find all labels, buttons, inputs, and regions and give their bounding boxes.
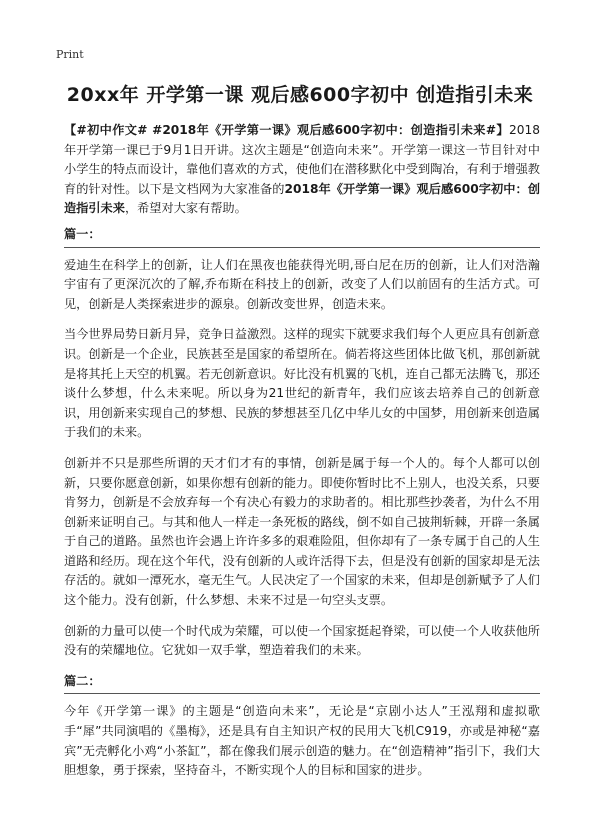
intro-bold-title: 2018年《开学第一课》观后感600字初中：创造指引未来	[64, 181, 540, 216]
intro-paragraph	[64, 121, 540, 219]
intro-tag: 【#初中作文# #2018年《开学第一课》观后感600字初中：创造指引未来#】	[64, 123, 509, 137]
document-title: 20xx年 开学第一课 观后感600字初中 创造指引未来	[66, 84, 534, 106]
intro-text: 2018年开学第一课已于9月1日开讲。这次主题是“创造向未来”。开学第一课这一节目针对中小学生的特点而设计，靠他们喜欢的方式，使他们在潜移默化中受到陶冶，有利于增强教育的针对性。以下是文档网为大家准备的	[64, 123, 540, 196]
intro-closing: ，希望对大家有帮助。	[124, 201, 247, 216]
print-label[interactable]: Print	[56, 48, 84, 61]
section-divider-1	[64, 247, 540, 248]
section-divider-2	[64, 693, 540, 694]
section-heading-2: 篇二：	[64, 673, 101, 688]
paragraph: 当今世界局势日新月异，竞争日益激烈。这样的现实下就要求我们每个人更应具有创新意识。创新是一个企业，民族甚至是国家的希望所在。倘若将这些团体比做飞机，那创新就是将其托上天空的机翼。若无创新意识。好比没有机翼的飞机，连自己都无法腾飞，那还谈什么梦想，什么未来呢。所以身为21世纪的新青年，我们应该去培养自己的创新意识，用创新来实现自己的梦想、民族的梦想甚至几亿中华儿女的中国梦，用创新来创造属于我们的未来。	[64, 327, 540, 440]
paragraph: 创新并不只是那些所谓的天才们才有的事情，创新是属于每一个人的。每个人都可以创新，只要你愿意创新，如果你想有创新的能力。即使你暂时比不上别人，也没关系，只要肯努力，创新是不会放弃每一个有决心有毅力的求助者的。相比那些抄袭者，为什么不用创新来证明自己。与其和他人一样走一条死板的路线，倒不如自己披荆斩棘，开辟一条属于自己的道路。虽然也许会遇上许许多多的艰难险阻，但你却有了一条专属于自己的人生道路和经历。现在这个年代，没有创新的人或许活得下去，但是没有创新的国家却是无法存活的。就如一潭死水，毫无生气。人民决定了一个国家的未来，但却是创新赋予了人们这个能力。没有创新，什么梦想、未来不过是一句空头支票。	[64, 455, 540, 608]
paragraph: 今年《开学第一课》的主题是“创造向未来”，无论是“京剧小达人”王泓翔和虚拟歌手“犀”共同演唱的《墨梅》，还是具有自主知识产权的民用大飞机C919，亦或是神秘“嘉宾”无壳孵化小鸡“小茶缸”，都在像我们展示创造的魅力。在“创造精神”指引下，我们大胆想象，勇于探索，坚持奋斗，不断实现个人的目标和国家的进步。	[64, 704, 540, 778]
paragraph: 爱迪生在科学上的创新，让人们在黑夜也能获得光明,哥白尼在历的创新，让人们对浩瀚宇宙有了更深沉次的了解,乔布斯在科技上的创新，改变了人们以前固有的生活方式。可见，创新是人类探索进步的源泉。创新改变世界，创造未来。	[64, 257, 540, 311]
paragraph: 创新的力量可以使一个时代成为荣耀，可以使一个国家挺起脊梁，可以使一个人收获他所没有的荣耀地位。它犹如一双手掌，塑造着我们的未来。	[64, 623, 540, 658]
article-body	[64, 121, 540, 781]
section-heading-1: 篇一：	[64, 226, 101, 241]
